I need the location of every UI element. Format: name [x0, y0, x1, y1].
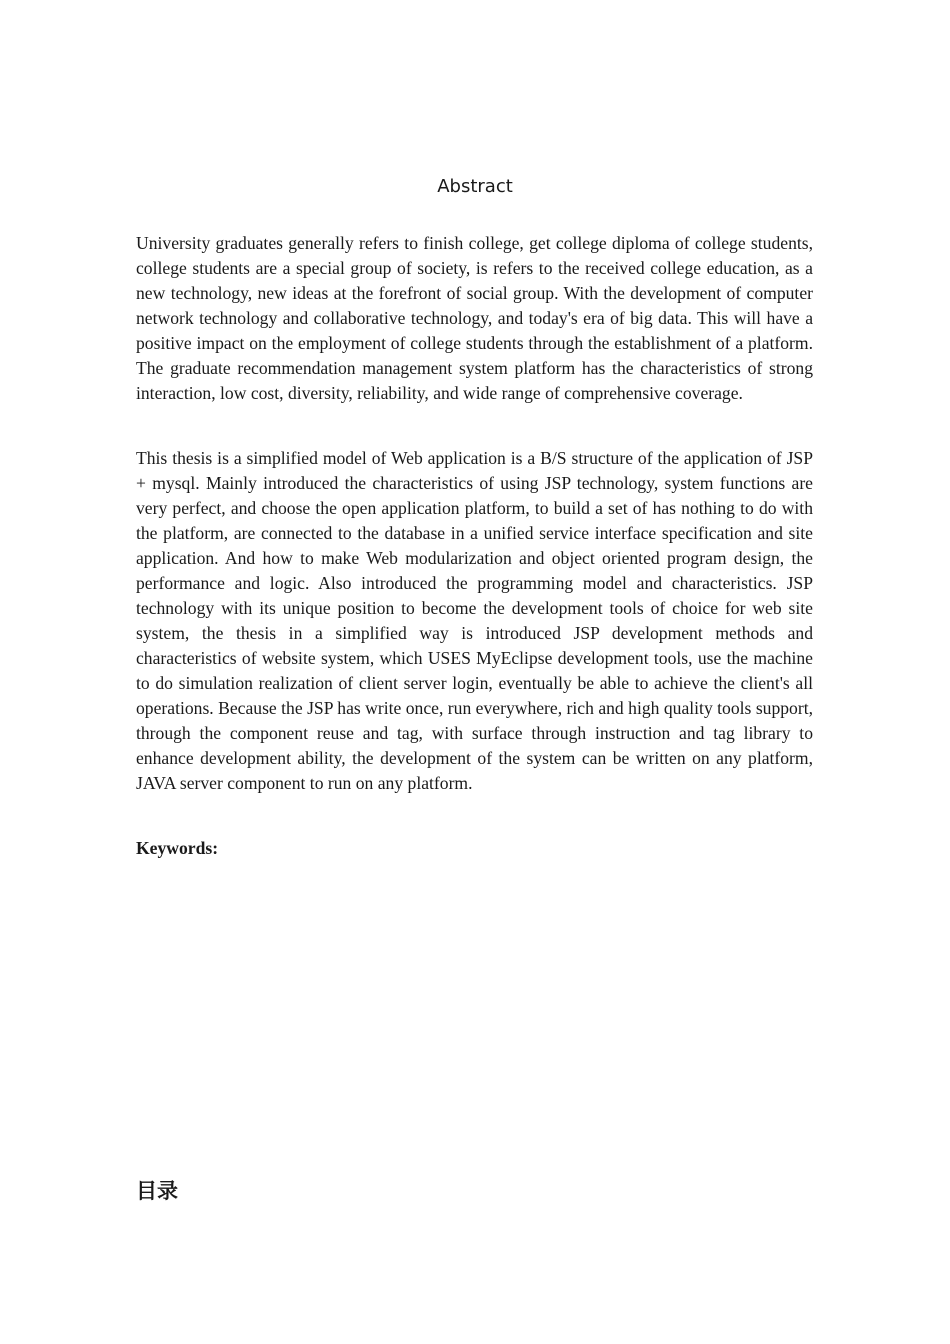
keywords-label: Keywords:	[136, 838, 219, 858]
abstract-title: Abstract	[437, 176, 513, 197]
abstract-paragraph-1: University graduates generally refers to finish college, get college diploma of college students, college students are a special group of society, is refers to the received college education, as a new technology, new ideas at the forefront of social group. With the development of computer network technology and collaborative technology, and today's era of big data. This will have a positive impact on the employment of college students through the establishment of a platform. The graduate recommendation management system platform has the characteristics of strong interaction, low cost, diversity, reliability, and wide range of comprehensive coverage.	[136, 233, 813, 403]
abstract-paragraph-2: This thesis is a simplified model of Web application is a B/S structure of the application of JSP + mysql. Mainly introduced the characteristics of using JSP technology, system functions are very perfect, and choose the open application platform, to build a set of has nothing to do with the platform, are connected to the database in a unified service interface specification and site application. And how to make Web modularization and object oriented program design, the performance and logic. Also introduced the programming model and characteristics. JSP technology with its unique position to become the development tools of choice for web site system, the thesis in a simplified way is introduced JSP development methods and characteristics of website system, which USES MyEclipse development tools, use the machine to do simulation realization of client server login, eventually be able to achieve the client's all operations. Because the JSP has write once, run everywhere, rich and high quality tools support, through the component reuse and tag, with surface through instruction and tag library to enhance development ability, the development of the system can be written on any platform, JAVA server component to run on any platform.	[136, 448, 813, 793]
table-of-contents-heading: 目录	[136, 1179, 178, 1203]
